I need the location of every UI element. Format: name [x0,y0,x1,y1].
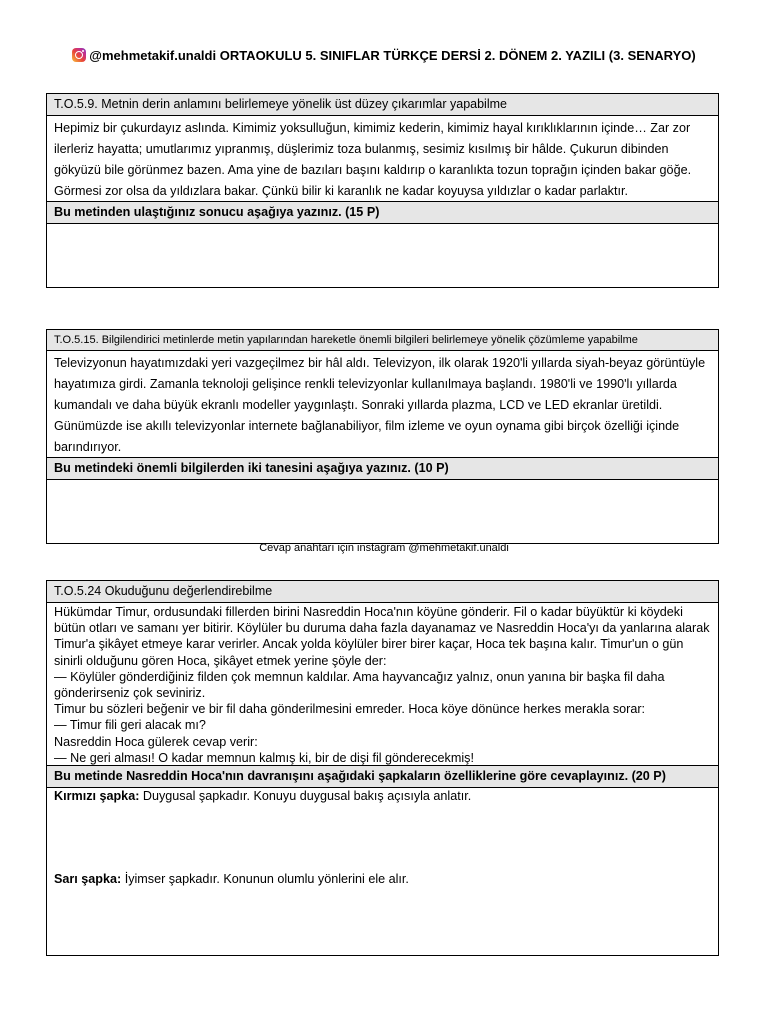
story-dialogue-line: — Ne geri alması! O kadar memnun kalmış ki, bir de dişi fil gönderecekmiş! [54,750,474,765]
question-box-1 [46,93,719,288]
yellow-hat-description: İyimser şapkadır. Konunun olumlu yönlerini ele alır. [121,872,409,886]
objective-3: T.O.5.24 Okuduğunu değerlendirebilme [47,581,718,603]
answer-area-3[interactable] [47,788,718,955]
question-2: Bu metindeki önemli bilgilerden iki tanesini aşağıya yazınız. (10 P) [47,458,718,480]
question-box-2 [46,329,719,544]
story-paragraph: Hükümdar Timur, ordusundaki fillerden birini Nasreddin Hoca'nın köyüne gönderir. Fil o kadar büyüktür ki köydeki bütün otları ve samanı yer bitirir. Köylüler bu duruma daha fazla dayanamaz ve Nasreddin Hoca'yı da yanlarına alarak Timur'a şikâyet etmeye karar verirler. Ancak yolda köylüler birer birer kaçar, Hoca tek başına kalır. Timur'un o gün sinirli olduğunu gören Hoca, şikâyet etmek yerine şöyle der: [54,605,710,668]
reading-text-1: Hepimiz bir çukurdayız aslında. Kimimiz yoksulluğun, kimimiz kederin, kimimiz hayal kırıklıklarının içinde… Zar zor ilerleriz hayatta; umutlarımız yıpranmış, düşlerimiz toza bulanmış, sesimiz kısılmış bir hâlde. Çukurun dibinden gökyüzü bile görünmez bazen. Ama yine de bazıları başını kaldırıp o karanlıkta tozun toprağın içinden bakar göğe. Görmesi zor olsa da yıldızlara bakar. Çünkü bilir ki karanlık ne kadar koyuysa yıldızlar o kadar parlaktır. [47,116,718,202]
story-paragraph: Timur bu sözleri beğenir ve bir fil daha gönderilmesini emreder. Hoca köye dönünce herkes merakla sorar: [54,702,646,717]
red-hat-description: Duygusal şapkadır. Konuyu duygusal bakış açısıyla anlatır. [139,789,472,803]
story-paragraph: Nasreddin Hoca gülerek cevap verir: [54,734,258,749]
question-1: Bu metinden ulaştığınız sonucu aşağıya yazınız. (15 P) [47,202,718,224]
reading-text-3 [47,603,718,766]
story-dialogue-line: — Köylüler gönderdiğiniz filden çok memnun kaldılar. Ama hayvancağız yalnız, onun yanına bir başka fil daha gönderirseniz çok seviniriz. [54,669,665,701]
reading-text-2: Televizyonun hayatımızdaki yeri vazgeçilmez bir hâl aldı. Televizyon, ilk olarak 1920'li yıllarda siyah-beyaz görüntüyle hayatımıza girdi. Zamanla teknoloji gelişince renkli televizyonlar kullanılmaya başlandı. 1980'li ve 1990'lı yıllarda kumandalı ve daha büyük ekranlı modeller yaygınlaştı. Sonraki yıllarda plazma, LCD ve LED ekranlar üretildi. Günümüzde ise akıllı televizyonlar internete bağlanabiliyor, film izleme ve oyun oynama gibi birçok özelliği içinde barındırıyor. [47,351,718,458]
objective-2: T.O.5.15. Bilgilendirici metinlerde metin yapılarından hareketle önemli bilgileri belirlemeye yönelik çözümleme yapabilme [47,330,718,351]
question-3: Bu metinde Nasreddin Hoca'nın davranışını aşağıdaki şapkaların özelliklerine göre cevaplayınız. (20 P) [47,766,718,788]
story-dialogue-line: — Timur fili geri alacak mı? [54,718,206,733]
answer-area-2[interactable] [47,480,718,543]
answer-area-1[interactable] [47,224,718,287]
answer-key-note: Cevap anahtarı için instagram @mehmetakif.unaldi [259,542,509,554]
red-hat-prompt [47,788,478,804]
red-hat-label: Kırmızı şapka: [54,789,140,803]
instagram-icon [72,48,86,62]
yellow-hat-label: Sarı şapka: [54,872,122,886]
question-box-3 [46,580,719,956]
yellow-hat-prompt [47,871,416,887]
page-title: @mehmetakif.unaldi ORTAOKULU 5. SINIFLAR TÜRKÇE DERSİ 2. DÖNEM 2. YAZILI (3. SENARYO) [89,48,696,63]
page-header [0,47,768,65]
objective-1: T.O.5.9. Metnin derin anlamını belirlemeye yönelik üst düzey çıkarımlar yapabilme [47,94,718,116]
